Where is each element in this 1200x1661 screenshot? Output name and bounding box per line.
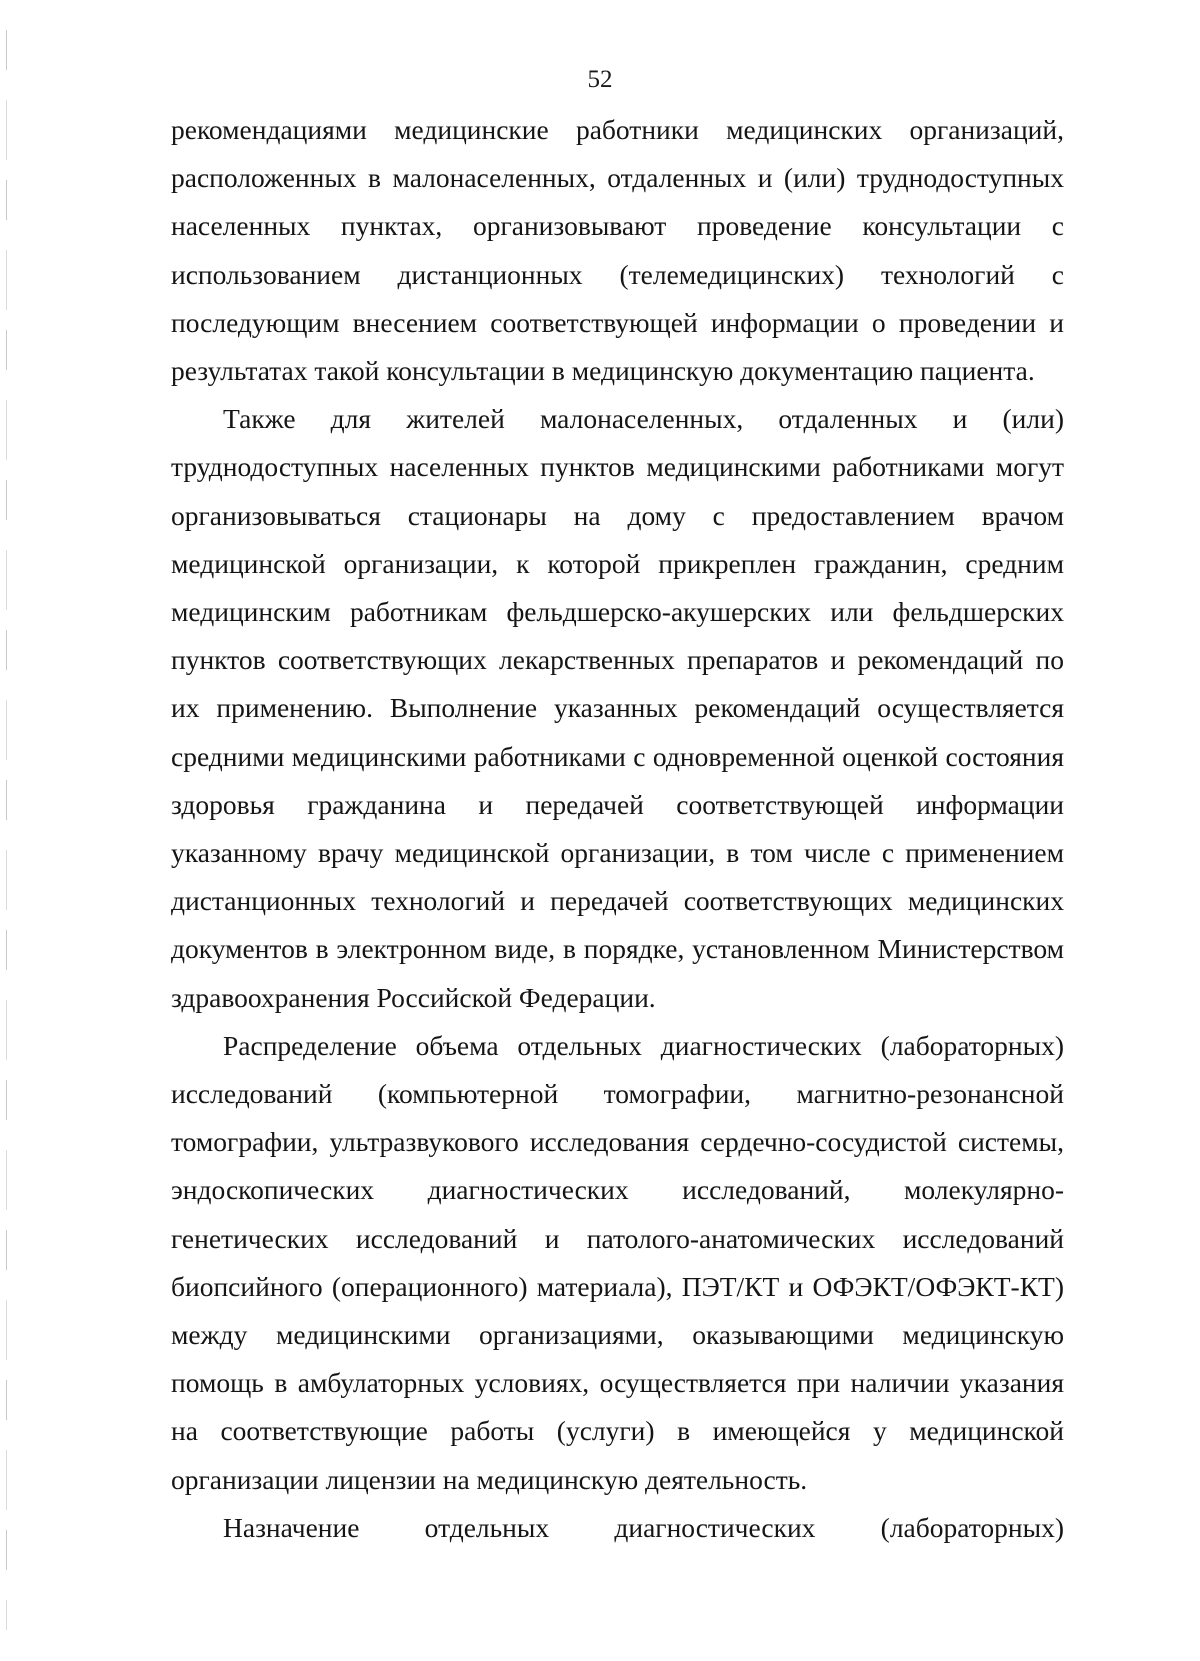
paragraph-continued: рекомендациями медицинские работники медицинских организаций, расположенных в малонаселенных, отдаленных и (или) труднодоступных населенных пунктах, организовывают проведение консультации с использованием дистанционных (телемедицинских) технологий с последующим внесением соответствующей информации о проведении и результатах такой консультации в медицинскую документацию пациента. <box>171 114 1064 387</box>
paragraph: Распределение объема отдельных диагностических (лабораторных) исследований (компьютерной томографии, магнитно-резонансной томографии, ультразвукового исследования сердечно-сосудистой системы, эндоскопических диагностических исследований, молекулярно-генетических исследований и патолого-анатомических исследований биопсийного (операционного) материала), ПЭТ/КТ и ОФЭКТ/ОФЭКТ-КТ) между медицинскими организациями, оказывающими медицинскую помощь в амбулаторных условиях, осуществляется при наличии указания на соответствующие работы (услуги) в имеющейся у медицинской организации лицензии на медицинскую деятельность. <box>171 1029 1064 1495</box>
paragraph-truncated: Назначение отдельных диагностических (лабораторных) <box>223 1511 1064 1543</box>
page-number: 52 <box>587 66 613 93</box>
document-body <box>171 106 1064 1552</box>
scan-edge-artifact <box>6 30 7 1630</box>
paragraph: Также для жителей малонаселенных, отдаленных и (или) труднодоступных населенных пунктов медицинскими работниками могут организовываться стационары на дому с предоставлением врачом медицинской организации, к которой прикреплен гражданин, средним медицинским работникам фельдшерско-акушерских или фельдшерских пунктов соответствующих лекарственных препаратов и рекомендаций по их применению. Выполнение указанных рекомендаций осуществляется средними медицинскими работниками с одновременной оценкой состояния здоровья гражданина и передачей соответствующей информации указанному врачу медицинской организации, в том числе с применением дистанционных технологий и передачей соответствующих медицинских документов в электронном виде, в порядке, установленном Министерством здравоохранения Российской Федерации. <box>171 403 1064 1013</box>
